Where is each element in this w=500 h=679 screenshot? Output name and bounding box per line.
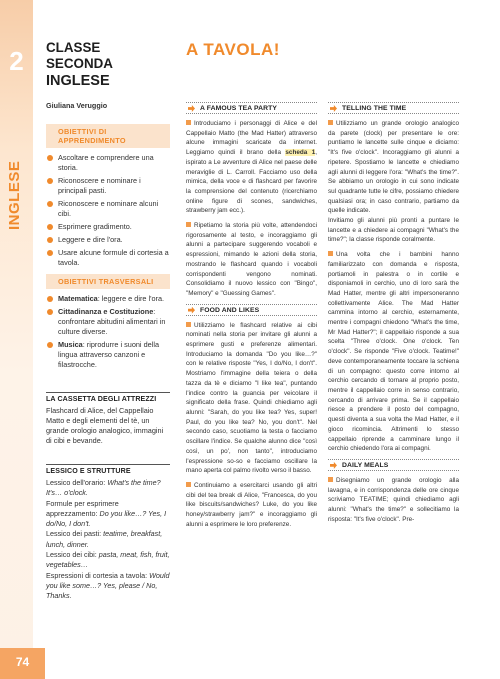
section-header-food bbox=[186, 304, 317, 316]
toolbox-text: Flashcard di Alice, del Cappellaio Matto e degli elementi del tè, un grande orologio analogico, immagini di cibi e bevande. bbox=[46, 406, 164, 445]
transversal-list bbox=[46, 294, 170, 370]
section-title: DAILY MEALS bbox=[342, 461, 389, 469]
arrow-icon bbox=[330, 462, 337, 469]
lexicon-line: Espressioni di cortesia a tavola: Would you like some…? Yes, please / No, Thanks. bbox=[46, 570, 170, 601]
section-header-tea-party bbox=[186, 102, 317, 114]
square-bullet-icon bbox=[328, 120, 333, 125]
side-strip bbox=[0, 0, 33, 679]
square-bullet-icon bbox=[186, 222, 191, 227]
square-bullet-icon bbox=[186, 322, 191, 327]
column-1 bbox=[186, 102, 317, 534]
lexicon-line: Lessico dei pasti: teatime, breakfast, lunch, dinner. bbox=[46, 529, 163, 549]
paragraph: Ripetiamo la storia più volte, attendendoci rigorosamente al testo, e incoraggiamo gli alunni a partecipare suggerendo vocaboli e espressioni, mimando le azioni della storia, mostrando le flashcard quando i vocaboli corrispondenti vengono nominati. Consolidiamo il nuovo lessico con "Bingo", "Memory" e "Guessing Games". bbox=[186, 222, 317, 297]
lexicon-line: Lessico dell'orario: What's the time? It's… o'clock. bbox=[46, 478, 161, 498]
subject-label: INGLESE bbox=[6, 160, 23, 230]
transversal-item: Musica: riprodurre i suoni della lingua attraverso canzoni e filastrocche. bbox=[46, 340, 170, 370]
lexicon-line: Lessico dei cibi: pasta, meat, fish, fruit, vegetables… bbox=[46, 550, 170, 570]
transversal-item: Matematica: leggere e dire l'ora. bbox=[46, 294, 170, 304]
paragraph: Utilizziamo le flashcard relative ai cibi nominati nella storia per invitare gli alunni a esprimere gusti e preferenze alimentari. Introduciamo la domanda "Do you like…?" con le relative risposte "Yes, I do/No, I don't". Mostriamo l'immagine della teiera o della tazza da tè e diciamo "I like tea", puntando l'indice contro la guancia per veicolare il significato della frase. Quindi chiediamo agli alunni: "Sarah, do you like tea? Yes, super! Paul, do you like tea? No, you don't". Nel secondo caso, scuotiamo la testa o facciamo oscillare l'indice. Se qualche alunno dice "così così, un po', non tanto", introduciamo l'espressione so-so e facciamo oscillare la mano aperta col palmo rivolto verso il basso. bbox=[186, 321, 317, 475]
lexicon-line: Formule per esprimere apprezzamento: Do you like…? Yes, I do/No, I don't. bbox=[46, 498, 167, 529]
square-bullet-icon bbox=[186, 120, 191, 125]
lexicon-lines bbox=[46, 478, 170, 602]
section-title: FOOD AND LIKES bbox=[200, 306, 260, 314]
objective-item: Usare alcune formule di cortesia a tavola. bbox=[46, 248, 170, 268]
page-number: 74 bbox=[15, 655, 30, 669]
main-title: A TAVOLA! bbox=[186, 40, 280, 59]
highlight-scheda: scheda 1 bbox=[285, 149, 316, 157]
left-column bbox=[46, 40, 170, 602]
lesson-title-line1: CLASSE SECONDA bbox=[46, 40, 113, 71]
arrow-icon bbox=[188, 307, 195, 314]
lesson-title-line2: INGLESE bbox=[46, 73, 110, 89]
section-header-meals bbox=[328, 459, 459, 471]
paragraph: Una volta che i bambini hanno familiarizzato con domanda e risposta, portiamoli in palestra o in cortile e disponiamoli in cerchio, uno di loro sarà the Mad Hatter, mentre gli altri impersoneranno collettivamente Alice. The Mad Hatter cammina intorno al cerchio, esternamente, mentre i compagni chiedono "What's the time, Mr Mad Hatter?"; il cappellaio risponde a sua scelta "Three o'clock. One o'clock. Ten o'clock". Se risponde "Five o'clock. Teatime!" deve contemporaneamente toccare la schiena di un compagno: questo corre intorno al cerchio cercando di tornare al proprio posto, mentre il cappellaio corre in senso contrario, cercando di arrivare prima. Se il cappellaio riesce a prendere il posto del compagno, questi diventa a sua volta the Mad Hatter, e il gioco ricomincia. Altrimenti lo stesso cappellaio riprende a camminare lungo il cerchio chiedendo l'ora ai compagni. bbox=[328, 251, 459, 453]
arrow-icon bbox=[330, 105, 337, 112]
objectives-box bbox=[46, 124, 170, 268]
paragraph: Invitiamo gli alunni più pronti a puntare le lancette e a chiedere ai compagni "What's the time?"; la classe risponde coralmente. bbox=[328, 217, 459, 244]
column-2 bbox=[328, 102, 459, 529]
square-bullet-icon bbox=[328, 251, 333, 256]
author: Giuliana Veruggio bbox=[46, 101, 108, 110]
section-title: A FAMOUS TEA PARTY bbox=[200, 105, 278, 112]
objective-item: Riconoscere e nominare i principali pasti. bbox=[46, 176, 170, 196]
objectives-heading: OBIETTIVI DI APPRENDIMENTO bbox=[46, 124, 170, 148]
transversal-heading: OBIETTIVI TRASVERSALI bbox=[46, 274, 170, 289]
transversal-box bbox=[46, 274, 170, 370]
toolbox-section bbox=[46, 392, 170, 446]
paragraph: Introduciamo i personaggi di Alice e del Cappellaio Matto (the Mad Hatter) attraverso alcune immagini scaricate da internet. Leggiamo quindi il brano della scheda 1, ispirato a Le avventure di Alice nel paese delle meraviglie di L. Carroll. Facciamo uso della mimica, della voce e di flashcard per favorire la comprensione del contenuto (ricerchiamo online figure di scones, sandwiches, strawberry jam ecc.). bbox=[186, 120, 317, 215]
unit-number: 2 bbox=[9, 46, 24, 76]
objective-item: Leggere e dire l'ora. bbox=[46, 235, 170, 245]
toolbox-heading: LA CASSETTA DEGLI ATTREZZI bbox=[46, 395, 157, 403]
section-title: TELLING THE TIME bbox=[342, 105, 407, 112]
paragraph: Continuiamo a esercitarci usando gli altri cibi del tea break di Alice, "Francesca, do you like biscuits/sandwiches? Luke, do you like honey/strawberry jam?" e incoraggiamo gli alunni a esprimere le loro preferenze. bbox=[186, 481, 317, 528]
lexicon-section bbox=[46, 464, 170, 602]
paragraph: Disegniamo un grande orologio alla lavagna, e in corrispondenza delle ore cinque scriviamo TEATIME; quindi chiediamo agli alunni: "What's the time?" e sollecitiamo la risposta: "It's five o'clock". Pre- bbox=[328, 476, 459, 523]
square-bullet-icon bbox=[328, 477, 333, 482]
objectives-list bbox=[46, 153, 170, 268]
lexicon-heading: LESSICO E STRUTTURE bbox=[46, 467, 131, 475]
objective-item: Esprimere gradimento. bbox=[46, 222, 170, 232]
transversal-item: Cittadinanza e Costituzione: confrontare abitudini alimentari in culture diverse. bbox=[46, 307, 170, 337]
objective-item: Riconoscere e nominare alcuni cibi. bbox=[46, 199, 170, 219]
square-bullet-icon bbox=[186, 482, 191, 487]
objective-item: Ascoltare e comprendere una storia. bbox=[46, 153, 170, 173]
paragraph: Utilizziamo un grande orologio analogico da parete (clock) per presentare le ore: puntiamo le lancette sulle cinque e diciamo: "It's five o'clock". Incoraggiamo gli alunni a ripetere. Spostiamo le lancette e chiediamo agli alunni di leggere l'ora: "What's the time?". Se abbiamo un orologio in cui sono indicate sul quadrante tutte le cifre, possiamo chiedere qualsiasi ora; in caso contrario, partiamo da quelle indicate. bbox=[328, 120, 459, 215]
arrow-icon bbox=[188, 105, 195, 112]
section-header-time bbox=[328, 102, 459, 114]
